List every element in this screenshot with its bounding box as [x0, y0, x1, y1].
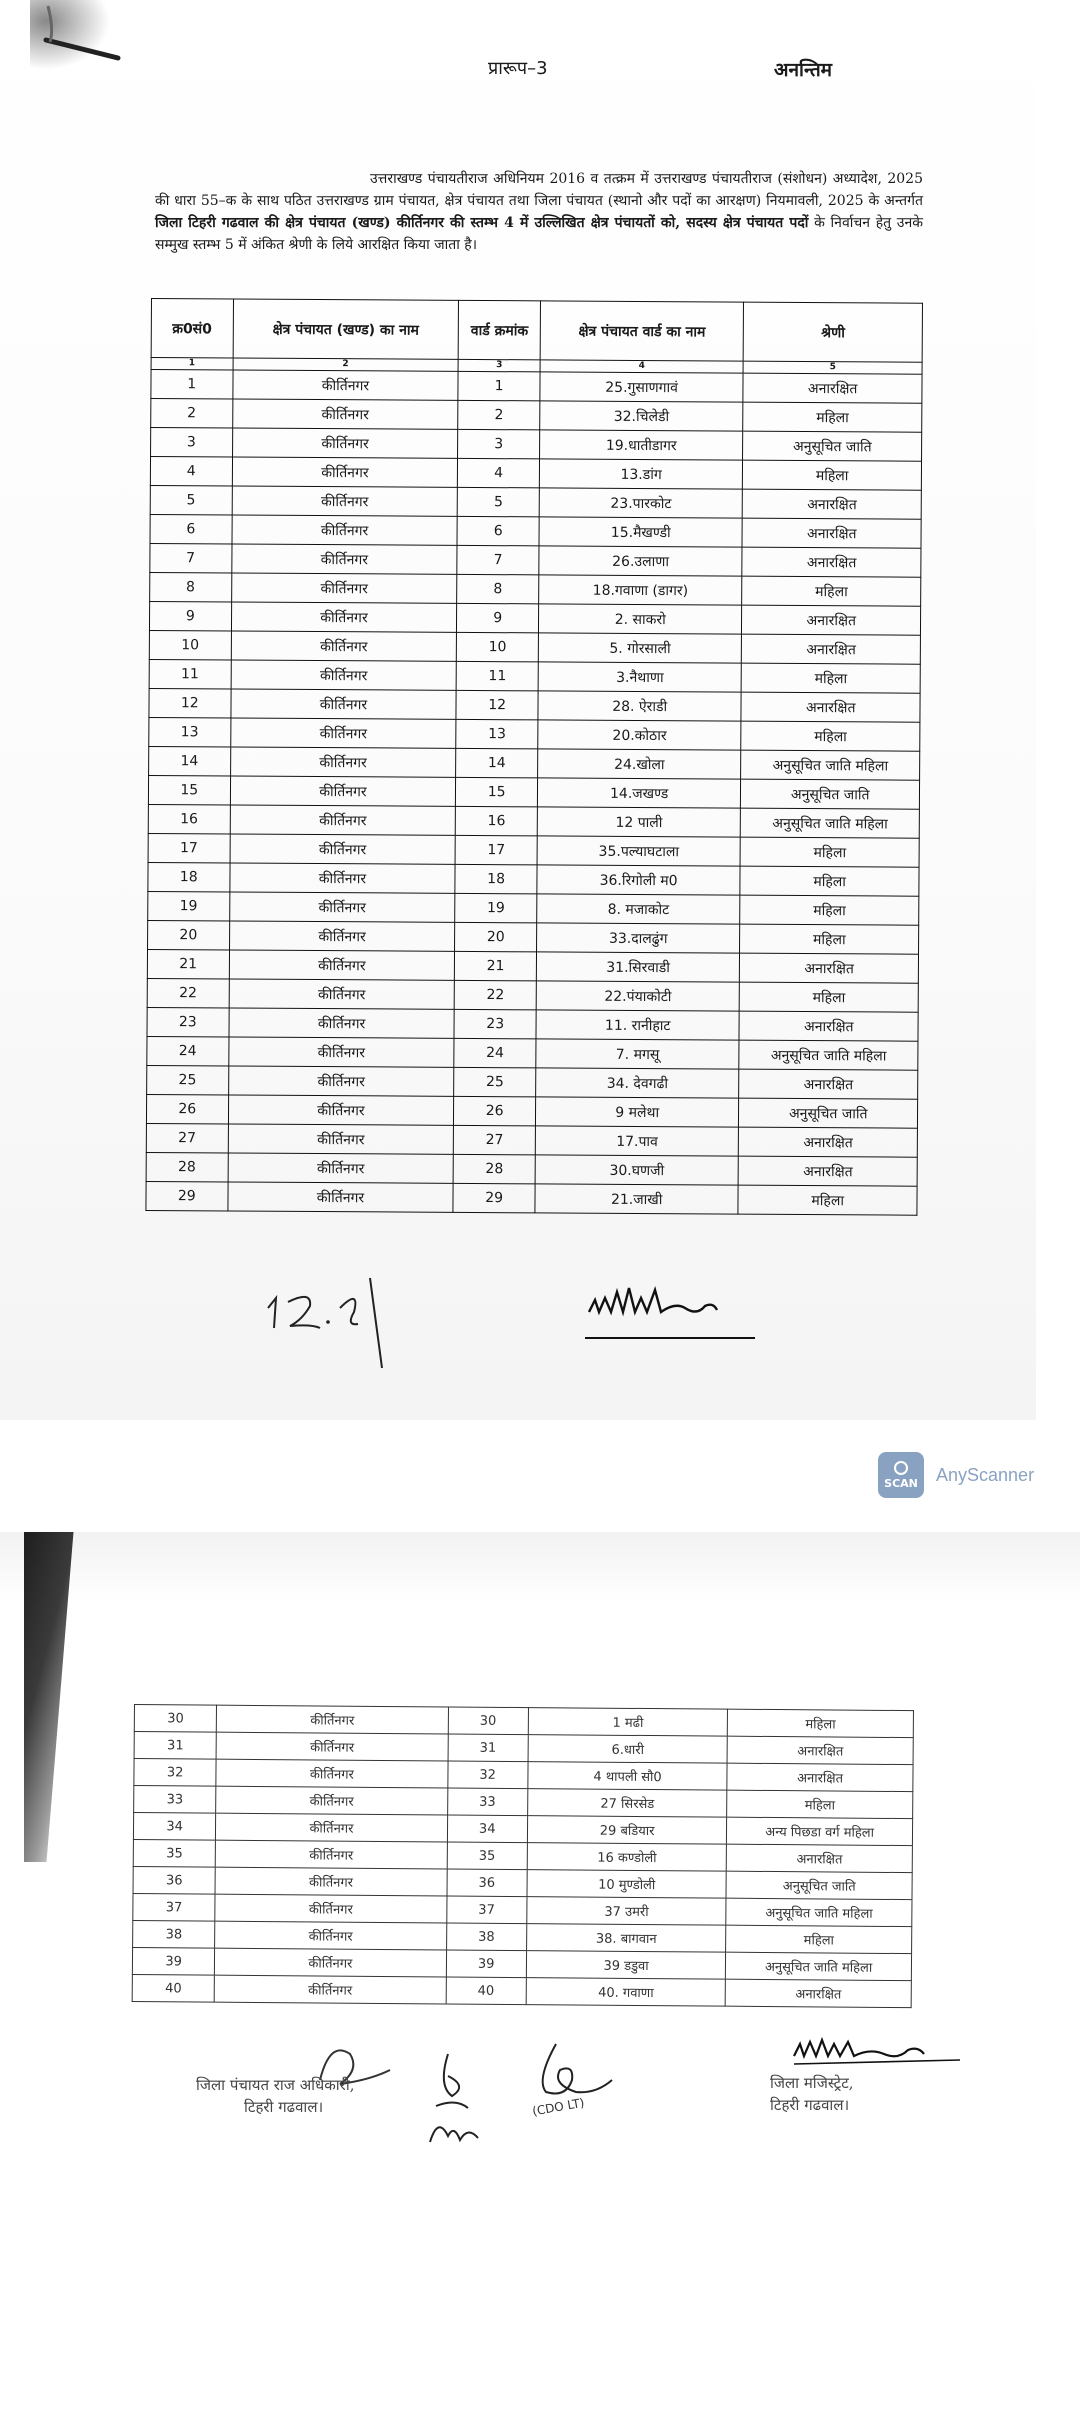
cell-serial: 27	[146, 1123, 228, 1152]
cell-serial: 1	[151, 370, 233, 399]
notice-paragraph	[155, 168, 923, 256]
cell-block-name: कीर्तिनगर	[216, 1840, 447, 1869]
district-magistrate-signature-1	[585, 1262, 755, 1346]
cell-ward-number: 18	[455, 864, 537, 893]
cell-ward-name: 10 मुण्डोली	[527, 1870, 727, 1899]
cell-serial: 7	[150, 543, 232, 572]
cell-ward-number: 11	[457, 661, 539, 690]
dpro-title-block	[196, 2074, 436, 2118]
cell-ward-number: 10	[457, 632, 539, 661]
scanner-watermark	[878, 1452, 1034, 1498]
cell-block-name: कीर्तिनगर	[230, 689, 456, 719]
cell-ward-name: 22.पंयाकोटी	[536, 981, 740, 1011]
cell-ward-number: 25	[454, 1067, 536, 1096]
cell-ward-number: 6	[457, 516, 539, 545]
cell-category: अनुसूचित जाति महिला	[741, 808, 920, 838]
cell-block-name: कीर्तिनगर	[231, 660, 457, 690]
cell-ward-name: 27 सिरसेड	[528, 1789, 728, 1818]
cell-ward-name: 37 उमरी	[527, 1897, 727, 1926]
cell-ward-name: 6.धारी	[528, 1735, 728, 1764]
cell-ward-name: 39 डडुवा	[526, 1951, 726, 1980]
cell-serial: 26	[146, 1094, 228, 1123]
table-row	[150, 457, 921, 491]
cell-ward-number: 20	[455, 922, 537, 951]
cell-serial: 11	[149, 659, 231, 688]
notice-text-part2: के निर्वाचन हेतु उनके सम्मुख स्तम्भ 5 में अंकित श्रेणी के लिये आरक्षित किया जाता है।	[155, 215, 923, 253]
cell-category: अनारक्षित	[741, 692, 920, 722]
cell-ward-number: 33	[447, 1788, 528, 1816]
form-number: प्रारूप–3	[488, 58, 548, 79]
cell-category: अन्य पिछडा वर्ग महिला	[727, 1817, 913, 1845]
table-row	[149, 688, 920, 722]
cell-block-name: कीर्तिनगर	[232, 428, 458, 458]
cell-category: अनारक्षित	[742, 547, 921, 577]
cell-ward-number: 9	[457, 603, 539, 632]
notice-text-bold: जिला टिहरी गढवाल की क्षेत्र पंचायत (खण्ड) कीर्तिनगर की स्तम्भ 4 में उल्लिखित क्षेत्र पंचायतों को, सदस्य क्षेत्र पंचायत पदों	[155, 215, 809, 231]
table-row	[148, 862, 919, 896]
cell-ward-number: 32	[447, 1761, 528, 1789]
cell-ward-name: 31.सिरवाडी	[536, 952, 740, 982]
cell-ward-number: 29	[453, 1183, 535, 1212]
cell-ward-name: 32.चिलेडी	[540, 401, 744, 431]
table-row	[148, 891, 919, 925]
cell-block-name: कीर्तिनगर	[215, 1975, 446, 2004]
table-row	[151, 370, 922, 404]
dm-signature-2-drawing	[790, 2026, 970, 2066]
cell-ward-number: 34	[447, 1815, 528, 1843]
cell-ward-name: 17.पाव	[535, 1126, 739, 1156]
cell-serial: 10	[149, 630, 231, 659]
cell-category: महिला	[740, 982, 919, 1012]
reservation-table-page1	[145, 298, 923, 1216]
cell-serial: 14	[149, 746, 231, 775]
cell-category: महिला	[741, 721, 920, 751]
cell-ward-name: 3.नैथाणा	[538, 662, 742, 692]
cell-block-name: कीर्तिनगर	[231, 631, 457, 661]
cell-category: महिला	[740, 866, 919, 896]
cell-ward-number: 35	[447, 1842, 528, 1870]
cell-serial: 36	[133, 1866, 216, 1894]
cell-serial: 30	[134, 1705, 217, 1733]
header-ward-number: वार्ड क्रमांक	[459, 300, 541, 359]
table-row	[149, 659, 920, 693]
cell-ward-number: 38	[446, 1923, 527, 1951]
cell-category: महिला	[741, 837, 920, 867]
cell-serial: 9	[149, 601, 231, 630]
document-header	[0, 52, 1036, 82]
cell-ward-name: 1 मढी	[528, 1708, 728, 1737]
cell-category: महिला	[742, 663, 921, 693]
cell-block-name: कीर्तिनगर	[230, 776, 456, 806]
cell-category: अनुसूचित जाति	[741, 779, 920, 809]
dm-title-line2: टिहरी गढवाल।	[770, 2096, 850, 2114]
cell-block-name: कीर्तिनगर	[232, 399, 458, 429]
table-row	[146, 1152, 917, 1186]
cell-ward-name: 18.गवाणा (डागर)	[539, 575, 743, 605]
cell-serial: 17	[148, 833, 230, 862]
cell-category: अनारक्षित	[727, 1844, 913, 1872]
cell-ward-number: 7	[457, 545, 539, 574]
cell-ward-name: 36.रिगोली म0	[537, 865, 741, 895]
cell-serial: 28	[146, 1152, 228, 1181]
dpro-title-line2: टिहरी गढवाल।	[244, 2098, 324, 2116]
table-row	[147, 1007, 918, 1041]
notice-text-part1: उत्तराखण्ड पंचायतीराज अधिनियम 2016 व तत्क्रम में उत्तराखण्ड पंचायतीराज (संशोधन) अध्यादेश, 2025 की धारा 55–क के साथ पठित उत्तराखण्ड ग्राम पंचायत, क्षेत्र पंचायत तथा जिला पंचायत (स्थानो और पदों का आरक्षण) नियमावली, 2025 के अन्तर्गत	[155, 171, 923, 209]
cell-ward-name: 30.घणजी	[535, 1155, 739, 1185]
cell-ward-number: 37	[446, 1896, 527, 1924]
cell-block-name: कीर्तिनगर	[228, 1066, 454, 1096]
initials-signature-drawing	[262, 1268, 412, 1368]
cell-ward-name: 19.धातीडागर	[539, 430, 743, 460]
dpro-title-line1: जिला पंचायत राज अधिकारी,	[196, 2076, 355, 2094]
cell-category: महिला	[740, 924, 919, 954]
cell-serial: 13	[149, 717, 231, 746]
cell-category: अनारक्षित	[742, 634, 921, 664]
cell-category: अनुसूचित जाति	[726, 1871, 912, 1899]
cell-serial: 5	[150, 485, 232, 514]
cell-serial: 23	[147, 1007, 229, 1036]
cell-category: अनारक्षित	[725, 1979, 911, 2007]
cell-category: अनुसूचित जाति महिला	[739, 1040, 918, 1070]
cell-ward-name: 8. मजाकोट	[537, 894, 741, 924]
cell-serial: 19	[148, 891, 230, 920]
cell-category: अनारक्षित	[727, 1763, 913, 1791]
scanner-app-name: AnyScanner	[936, 1464, 1035, 1485]
header-category: श्रेणी	[744, 302, 923, 362]
cell-ward-number: 14	[456, 748, 538, 777]
cell-category: अनारक्षित	[742, 518, 921, 548]
cell-category: अनुसूचित जाति	[743, 431, 922, 461]
table-row	[150, 514, 921, 548]
cell-ward-name: 13.डांग	[539, 459, 743, 489]
table-row	[149, 630, 920, 664]
cell-ward-name: 21.जाखी	[535, 1184, 739, 1214]
cell-block-name: कीर्तिनगर	[227, 1182, 453, 1212]
district-magistrate-signature-2	[790, 2026, 970, 2070]
cell-ward-name: 15.मैखण्डी	[539, 517, 743, 547]
cell-block-name: कीर्तिनगर	[228, 1124, 454, 1154]
cell-ward-name: 26.उलाणा	[539, 546, 743, 576]
cell-category: अनारक्षित	[742, 605, 921, 635]
cell-ward-name: 38. बागवान	[526, 1924, 726, 1953]
cell-ward-number: 26	[454, 1096, 536, 1125]
cell-ward-number: 3	[458, 429, 540, 458]
cell-category: अनारक्षित	[727, 1736, 913, 1764]
cell-block-name: कीर्तिनगर	[217, 1705, 448, 1734]
logo-text: SCAN	[884, 1476, 918, 1490]
cell-ward-number: 28	[454, 1154, 536, 1183]
col-num: 4	[540, 360, 744, 373]
cell-ward-name: 28. ऐराडी	[538, 691, 742, 721]
draft-status: अनन्तिम	[774, 59, 833, 81]
cell-ward-number: 12	[456, 690, 538, 719]
cell-category: महिला	[742, 576, 921, 606]
col-num: 3	[458, 359, 540, 371]
cell-block-name: कीर्तिनगर	[229, 921, 455, 951]
cell-serial: 37	[133, 1893, 216, 1921]
cell-serial: 25	[147, 1065, 229, 1094]
cell-serial: 33	[134, 1786, 217, 1814]
cell-ward-number: 1	[458, 371, 540, 400]
cell-serial: 21	[147, 949, 229, 978]
cell-block-name: कीर्तिनगर	[231, 602, 457, 632]
cell-ward-name: 23.पारकोट	[539, 488, 743, 518]
cell-block-name: कीर्तिनगर	[229, 892, 455, 922]
table-row	[146, 1094, 917, 1128]
cell-serial: 15	[148, 775, 230, 804]
table-row	[149, 601, 920, 635]
cell-category: महिला	[738, 1185, 917, 1215]
dm-signature-drawing	[585, 1262, 755, 1342]
cell-serial: 32	[134, 1759, 217, 1787]
cell-ward-name: 7. मगसू	[536, 1039, 740, 1069]
cell-ward-number: 24	[454, 1038, 536, 1067]
cell-category: अनारक्षित	[739, 1156, 918, 1186]
cell-serial: 39	[132, 1947, 215, 1975]
cell-block-name: कीर्तिनगर	[230, 805, 456, 835]
col-num: 2	[233, 358, 459, 371]
official-signature-2	[428, 2046, 518, 2160]
cell-ward-name: 12 पाली	[537, 807, 741, 837]
table-row	[148, 775, 919, 809]
reservation-table-page2	[132, 1704, 914, 2008]
cell-category: महिला	[726, 1925, 912, 1953]
cell-serial: 4	[150, 457, 232, 486]
cell-serial: 40	[132, 1974, 215, 2002]
table-row	[146, 1123, 917, 1157]
cell-block-name: कीर्तिनगर	[231, 544, 457, 574]
cell-serial: 31	[134, 1732, 217, 1760]
cell-category: अनारक्षित	[743, 373, 922, 403]
cell-serial: 6	[150, 514, 232, 543]
cell-ward-number: 8	[457, 574, 539, 603]
cell-category: महिला	[727, 1790, 913, 1818]
table-row	[146, 1181, 917, 1215]
cell-ward-number: 39	[446, 1950, 527, 1978]
date-initials	[262, 1268, 412, 1372]
cell-serial: 34	[133, 1813, 216, 1841]
table-row	[132, 1974, 911, 2007]
cell-ward-number: 40	[446, 1977, 527, 2005]
table-row	[147, 949, 918, 983]
cell-ward-number: 31	[448, 1734, 529, 1762]
cell-serial: 12	[149, 688, 231, 717]
cell-ward-number: 27	[454, 1125, 536, 1154]
cell-block-name: कीर्तिनगर	[230, 834, 456, 864]
cell-category: अनुसूचित जाति महिला	[726, 1898, 912, 1926]
cell-category: महिला	[743, 402, 922, 432]
table-row	[148, 804, 919, 838]
table-row	[147, 1036, 918, 1070]
cell-block-name: कीर्तिनगर	[229, 863, 455, 893]
cell-block-name: कीर्तिनगर	[229, 950, 455, 980]
anyscanner-logo-icon	[878, 1452, 924, 1498]
cell-ward-name: 25.गुसाणगावं	[540, 372, 744, 402]
cdo-note: (CDO LT)	[531, 2095, 586, 2119]
cell-ward-name: 14.जखण्ड	[537, 778, 741, 808]
header-ward-name: क्षेत्र पंचायत वार्ड का नाम	[540, 301, 744, 361]
cell-ward-name: 20.कोठार	[538, 720, 742, 750]
cell-ward-number: 23	[454, 1009, 536, 1038]
cell-block-name: कीर्तिनगर	[230, 718, 456, 748]
cell-category: महिला	[728, 1709, 914, 1737]
cell-serial: 29	[146, 1181, 228, 1210]
dm-title-line1: जिला मजिस्ट्रेट,	[770, 2074, 854, 2092]
cell-block-name: कीर्तिनगर	[229, 1008, 455, 1038]
cell-block-name: कीर्तिनगर	[232, 370, 458, 400]
table-body-page2	[132, 1705, 913, 2008]
cell-ward-number: 21	[455, 951, 537, 980]
cell-serial: 2	[151, 399, 233, 428]
cell-block-name: कीर्तिनगर	[232, 515, 458, 545]
table-row	[148, 920, 919, 954]
cell-block-name: कीर्तिनगर	[231, 573, 457, 603]
cell-serial: 16	[148, 804, 230, 833]
table-row	[149, 717, 920, 751]
cell-block-name: कीर्तिनगर	[216, 1786, 447, 1815]
cell-serial: 3	[151, 428, 233, 457]
cell-ward-name: 40. गवाणा	[526, 1978, 726, 2007]
cell-block-name: कीर्तिनगर	[228, 1095, 454, 1125]
cell-block-name: कीर्तिनगर	[216, 1732, 447, 1761]
cell-ward-name: 2. साकरो	[538, 604, 742, 634]
cell-ward-number: 15	[456, 777, 538, 806]
cell-ward-name: 29 बडियार	[527, 1816, 727, 1845]
cell-ward-name: 11. रानीहाट	[536, 1010, 740, 1040]
cell-ward-name: 5. गोरसाली	[538, 633, 742, 663]
cell-block-name: कीर्तिनगर	[232, 486, 458, 516]
cell-serial: 24	[147, 1036, 229, 1065]
cell-ward-number: 36	[447, 1869, 528, 1897]
cell-block-name: कीर्तिनगर	[216, 1813, 447, 1842]
cell-ward-number: 16	[456, 806, 538, 835]
table-row	[149, 746, 920, 780]
cell-ward-name: 9 मलेथा	[535, 1097, 739, 1127]
table-header-row	[151, 299, 922, 363]
cell-ward-number: 17	[455, 835, 537, 864]
cell-ward-number: 13	[456, 719, 538, 748]
cell-ward-name: 24.खोला	[537, 749, 741, 779]
table-row	[147, 978, 918, 1012]
table-row	[150, 485, 921, 519]
cell-ward-name: 16 कण्डोली	[527, 1843, 727, 1872]
cell-block-name: कीर्तिनगर	[215, 1894, 446, 1923]
header-serial: क्र0सं0	[151, 299, 233, 358]
cell-ward-number: 5	[458, 487, 540, 516]
cell-ward-name: 33.दालढुंग	[536, 923, 740, 953]
cell-ward-number: 19	[455, 893, 537, 922]
cell-block-name: कीर्तिनगर	[216, 1759, 447, 1788]
cell-serial: 20	[148, 920, 230, 949]
cell-category: अनारक्षित	[739, 1127, 918, 1157]
cell-block-name: कीर्तिनगर	[230, 747, 456, 777]
cell-block-name: कीर्तिनगर	[229, 979, 455, 1009]
table-body-page1	[146, 358, 922, 1216]
cell-category: अनारक्षित	[739, 1069, 918, 1099]
col-num: 5	[744, 361, 923, 374]
cell-category: अनुसूचित जाति महिला	[726, 1952, 912, 1980]
dm-title-block	[770, 2072, 970, 2116]
table-row	[151, 428, 922, 462]
cell-serial: 35	[133, 1839, 216, 1867]
cell-block-name: कीर्तिनगर	[215, 1921, 446, 1950]
cell-ward-name: 35.पल्याघटाला	[537, 836, 741, 866]
cell-block-name: कीर्तिनगर	[215, 1948, 446, 1977]
cell-category: अनारक्षित	[743, 489, 922, 519]
official-signature-2-drawing	[428, 2046, 518, 2156]
cell-block-name: कीर्तिनगर	[232, 457, 458, 487]
cell-ward-number: 2	[458, 400, 540, 429]
cell-block-name: कीर्तिनगर	[215, 1867, 446, 1896]
cell-ward-number: 30	[448, 1707, 529, 1735]
table-row	[150, 543, 921, 577]
cell-serial: 8	[150, 572, 232, 601]
cell-serial: 38	[133, 1920, 216, 1948]
table-row	[150, 572, 921, 606]
col-num: 1	[151, 358, 233, 370]
cell-ward-number: 4	[458, 458, 540, 487]
cell-serial: 18	[148, 862, 230, 891]
cell-category: अनारक्षित	[739, 1011, 918, 1041]
cell-ward-name: 4 थापली सौ0	[528, 1762, 728, 1791]
scan-shadow-left	[24, 1532, 114, 1862]
cell-block-name: कीर्तिनगर	[228, 1153, 454, 1183]
cell-category: महिला	[740, 895, 919, 925]
cell-ward-number: 22	[455, 980, 537, 1009]
cell-category: अनुसूचित जाति महिला	[741, 750, 920, 780]
cell-serial: 22	[147, 978, 229, 1007]
cell-category: अनुसूचित जाति	[739, 1098, 918, 1128]
cell-block-name: कीर्तिनगर	[228, 1037, 454, 1067]
table-row	[151, 399, 922, 433]
table-row	[148, 833, 919, 867]
table-row	[147, 1065, 918, 1099]
cell-ward-name: 34. देवगढी	[536, 1068, 740, 1098]
cell-category: महिला	[743, 460, 922, 490]
header-block-name: क्षेत्र पंचायत (खण्ड) का नाम	[233, 299, 459, 359]
cell-category: अनारक्षित	[740, 953, 919, 983]
